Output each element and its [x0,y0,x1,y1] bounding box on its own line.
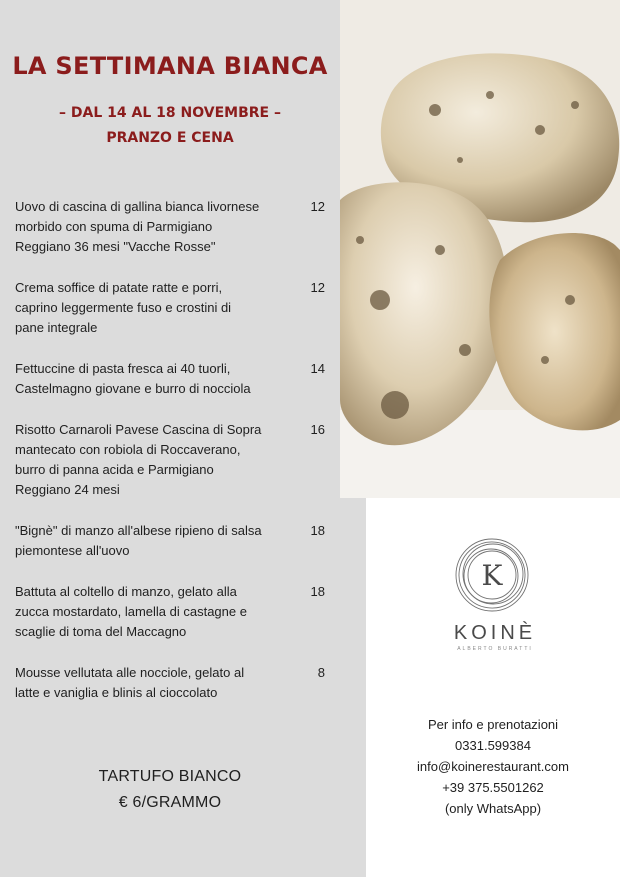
white-truffle-photo [340,0,620,498]
koine-logo-icon [452,535,532,615]
contact-phone: 0331.599384 [455,738,531,753]
date-range: – DAL 14 AL 18 NOVEMBRE – [59,105,281,121]
dish-description: Battuta al coltello di manzo, gelato alla zucca mostardato, lamella di castagne e scaglie di toma del Maccagno [15,584,247,639]
contact-email: info@koinerestaurant.com [417,759,569,774]
dish-price: 18 [310,584,325,599]
brand-tagline: ALBERTO BURATTI [457,646,533,652]
dish-description: Risotto Carnaroli Pavese Cascina di Sopra mantecato con robiola di Roccaverano, burro di panna acida e Parmigiano Reggiano 24 mesi [15,422,262,497]
contact-mobile: +39 375.5501262 [442,780,544,795]
dish-description: "Bignè" di manzo all'albese ripieno di salsa piemontese all'uovo [15,523,262,558]
service-times: PRANZO E CENA [106,130,234,146]
page-title: LA SETTIMANA BIANCA [12,52,328,80]
dish-description: Crema soffice di patate ratte e porri, caprino leggermente fuso e crostini di pane integrale [15,280,232,335]
dish-price: 16 [310,422,325,437]
dish-description: Uovo di cascina di gallina bianca livornese morbido con spuma di Parmigiano Reggiano 36 mesi "Vacche Rosse" [15,199,260,254]
dish-price: 12 [310,280,325,295]
truffle-price: € 6/GRAMMO [118,794,222,811]
dish-price: 8 [317,665,325,680]
dish-description: Mousse vellutata alle nocciole, gelato al latte e vaniglia e blinis al cioccolato [15,665,245,700]
dish-price: 14 [310,361,325,376]
brand-name: KOINÈ [453,622,537,644]
truffle-label: TARTUFO BIANCO [98,768,242,785]
dish-price: 18 [310,523,325,538]
contact-note: (only WhatsApp) [444,801,542,816]
dish-price: 12 [310,199,325,214]
contact-heading: Per info e prenotazioni [427,717,559,732]
svg-text:K: K [481,559,503,592]
dish-description: Fettuccine di pasta fresca ai 40 tuorli, Castelmagno giovane e burro di nocciola [15,361,251,396]
